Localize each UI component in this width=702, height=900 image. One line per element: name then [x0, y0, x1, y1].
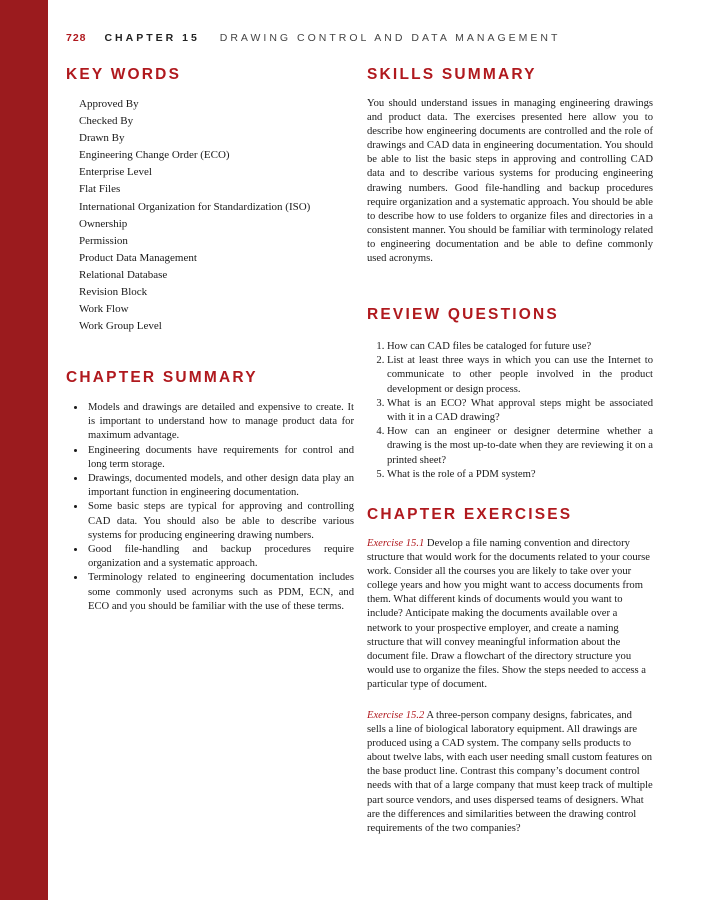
- key-word: Drawn By: [79, 132, 125, 145]
- summary-item: • Engineering documents have requirements for control and long term storage.: [86, 444, 354, 472]
- key-words-heading: KEY WORDS: [66, 66, 182, 83]
- page-margin-bar: [0, 0, 48, 900]
- review-questions-heading: REVIEW QUESTIONS: [367, 306, 559, 323]
- review-question: 4. How can an engineer or designer determine whether a drawing is the most up-to-date when they are reviewing it on a printed sheet?: [387, 425, 653, 468]
- key-word: Engineering Change Order (ECO): [79, 149, 230, 162]
- chapter-summary-list: [64, 401, 354, 614]
- exercise-text: Develop a file naming convention and directory structure that would work for the documents related to your course work. Consider all the courses you are likely to take over your college years and how you might want to access documents from them. What different kinds of documents would you want to include? Anticipate making the documents available over a network to your prospective employer, and create a naming structure that will convey meaningful information about the document file. Draw a flowchart of the directory structure you would use to organize the files. Show the steps needed to access a particular type of document.: [367, 538, 651, 690]
- page-number: 728: [66, 32, 87, 44]
- key-word: Work Flow: [79, 303, 129, 316]
- summary-item: • Good file-handling and backup procedures require organization and a systematic approach.: [86, 543, 354, 571]
- key-word: Checked By: [79, 115, 134, 128]
- review-question: 2. List at least three ways in which you can use the Internet to communicate to other people involved in the product development or design process.: [387, 354, 653, 397]
- summary-item: • Terminology related to engineering documentation includes some commonly used acronyms such as PDM, ECN, and ECO and you should be familiar with the use of these terms.: [86, 571, 354, 614]
- exercise-label: Exercise 15.1: [367, 538, 425, 549]
- exercise-label: Exercise 15.2: [367, 710, 425, 721]
- key-word: Product Data Management: [79, 251, 197, 264]
- chapter-label: CHAPTER 15: [104, 32, 200, 44]
- key-word: Relational Database: [79, 268, 168, 281]
- summary-item: • Some basic steps are typical for approving and controlling CAD data. You should also be able to describe various systems for producing engineering drawing numbers.: [86, 500, 354, 543]
- summary-item: • Drawings, documented models, and other design data play an important function in engineering documentation.: [86, 472, 354, 500]
- key-word: Ownership: [79, 217, 128, 230]
- exercise-15-2: [367, 709, 653, 836]
- review-question: 5. What is the role of a PDM system?: [387, 468, 653, 482]
- key-word: Approved By: [79, 98, 139, 110]
- running-header: [66, 32, 560, 48]
- key-word: Enterprise Level: [79, 166, 152, 179]
- review-question: 3. What is an ECO? What approval steps might be associated with it in a CAD drawing?: [387, 397, 653, 425]
- key-word: International Organization for Standardization (ISO): [79, 200, 311, 213]
- skills-summary-text: You should understand issues in managing engineering drawings and product data. The exercises presented here allow you to describe how engineering documents are controlled and the role of drawings and CAD data in engineering documentation. You should be able to list the basic steps in approving and controlling CAD data and to describe various systems for producing engineering drawing numbers. Good file-handling and backup procedures require organization and a systematic approach. You should be able to describe how to use folders to organize files and directories in a consistent manner. You should be familiar with terminology related to engineering documentation and be able to define commonly used acronyms.: [367, 98, 653, 265]
- exercise-15-1: [367, 537, 653, 692]
- chapter-title: DRAWING CONTROL AND DATA MANAGEMENT: [219, 32, 561, 44]
- review-question: 1. How can CAD files be cataloged for future use?: [387, 340, 653, 354]
- exercise-text: A three-person company designs, fabricates, and sells a line of biological laboratory equipment. All drawings are produced using a CAD system. The company sells products to about twelve labs, with each user needing small custom features on the base product line. Contrast this company’s document control needs with that of a large company that must keep track of multiple part source vendors, and uses dispersed teams of designers. What are the differences and similarities between the drawing control requirements of the two companies?: [367, 710, 653, 834]
- key-word: Revision Block: [79, 286, 148, 299]
- key-word: Flat Files: [79, 183, 121, 196]
- chapter-summary-heading: CHAPTER SUMMARY: [66, 369, 258, 386]
- skills-summary-heading: SKILLS SUMMARY: [367, 66, 537, 83]
- key-words-list: [79, 96, 349, 335]
- key-word: Permission: [79, 234, 128, 247]
- summary-item: • Models and drawings are detailed and expensive to create. It is important to understand how to manage product data for maximum advantage.: [86, 401, 354, 444]
- review-questions-list: [367, 340, 653, 482]
- key-word: Work Group Level: [79, 320, 162, 333]
- chapter-exercises-heading: CHAPTER EXERCISES: [367, 506, 573, 523]
